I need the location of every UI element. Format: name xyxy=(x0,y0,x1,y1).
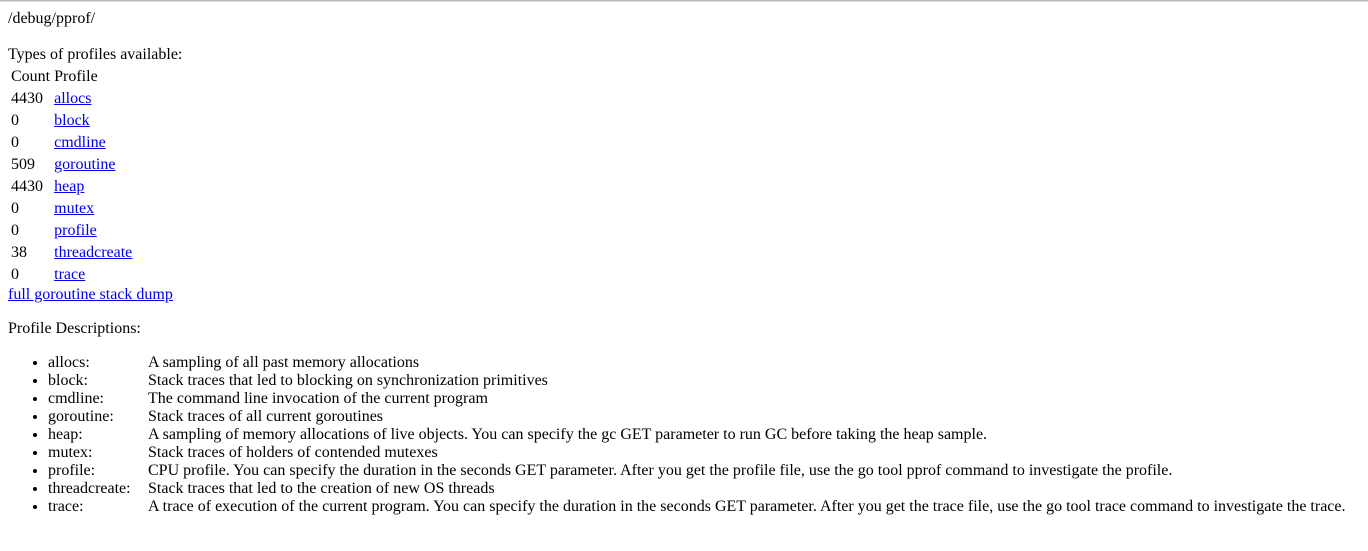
table-row xyxy=(10,89,133,109)
profile-link-mutex[interactable]: mutex xyxy=(54,200,95,217)
description-name: allocs: xyxy=(48,354,90,371)
description-name: threadcreate: xyxy=(48,480,131,497)
table-row xyxy=(10,243,133,263)
types-heading: Types of profiles available: xyxy=(8,46,183,63)
description-name: mutex: xyxy=(48,444,93,461)
description-text: A sampling of all past memory allocations xyxy=(148,354,420,371)
profile-link-goroutine[interactable]: goroutine xyxy=(54,156,116,173)
description-text: A sampling of memory allocations of live objects. You can specify the gc GET parameter to run GC before taking the heap sample. xyxy=(148,426,988,443)
profile-count: 509 xyxy=(11,156,35,173)
table-row xyxy=(10,177,133,197)
description-name: goroutine: xyxy=(48,408,114,425)
description-text: Stack traces that led to the creation of new OS threads xyxy=(148,480,495,497)
description-name: block: xyxy=(48,372,88,389)
list-item xyxy=(48,390,1360,408)
list-item xyxy=(48,444,1360,462)
page-path: /debug/pprof/ xyxy=(8,10,96,27)
descriptions-list xyxy=(8,354,1360,516)
profile-count: 38 xyxy=(11,244,27,261)
list-item xyxy=(48,372,1360,390)
description-text: A trace of execution of the current program. You can specify the duration in the seconds GET parameter. After you get the trace file, use the go tool trace command to investigate the trace. xyxy=(148,498,1346,515)
description-text: Stack traces of holders of contended mutexes xyxy=(148,444,438,461)
list-item xyxy=(48,354,1360,372)
profile-link-heap[interactable]: heap xyxy=(54,178,85,195)
list-item xyxy=(48,408,1360,426)
description-name: cmdline: xyxy=(48,390,104,407)
description-text: Stack traces of all current goroutines xyxy=(148,408,384,425)
description-name: trace: xyxy=(48,498,84,515)
profile-count: 0 xyxy=(11,222,19,239)
profile-link-trace[interactable]: trace xyxy=(54,266,86,283)
descriptions-heading: Profile Descriptions: xyxy=(8,320,141,337)
table-row xyxy=(10,199,133,219)
profile-count: 0 xyxy=(11,112,19,129)
description-text: Stack traces that led to blocking on synchronization primitives xyxy=(148,372,548,389)
profiles-table xyxy=(8,65,135,287)
description-text: CPU profile. You can specify the duration in the seconds GET parameter. After you get the profile file, use the go tool pprof command to investigate the profile. xyxy=(148,462,1173,479)
profile-count: 0 xyxy=(11,266,19,283)
table-row xyxy=(10,155,133,175)
list-item xyxy=(48,480,1360,498)
profile-count: 0 xyxy=(11,200,19,217)
table-header-row xyxy=(10,67,133,87)
profile-link-threadcreate[interactable]: threadcreate xyxy=(54,244,133,261)
full-goroutine-dump-link[interactable]: full goroutine stack dump xyxy=(8,286,173,303)
profile-link-cmdline[interactable]: cmdline xyxy=(54,134,106,151)
profile-header: Profile xyxy=(54,68,98,85)
description-name: profile: xyxy=(48,462,96,479)
profile-count: 0 xyxy=(11,134,19,151)
profile-link-block[interactable]: block xyxy=(54,112,90,129)
profile-link-profile[interactable]: profile xyxy=(54,222,97,239)
list-item xyxy=(48,498,1360,516)
table-row xyxy=(10,221,133,241)
profile-count: 4430 xyxy=(11,90,43,107)
table-row xyxy=(10,111,133,131)
list-item xyxy=(48,462,1360,480)
table-row xyxy=(10,265,133,285)
description-name: heap: xyxy=(48,426,83,443)
profile-count: 4430 xyxy=(11,178,43,195)
list-item xyxy=(48,426,1360,444)
browser-top-border xyxy=(0,0,1368,2)
count-header: Count xyxy=(11,68,51,85)
profile-link-allocs[interactable]: allocs xyxy=(54,90,92,107)
table-row xyxy=(10,133,133,153)
description-text: The command line invocation of the current program xyxy=(148,390,488,407)
